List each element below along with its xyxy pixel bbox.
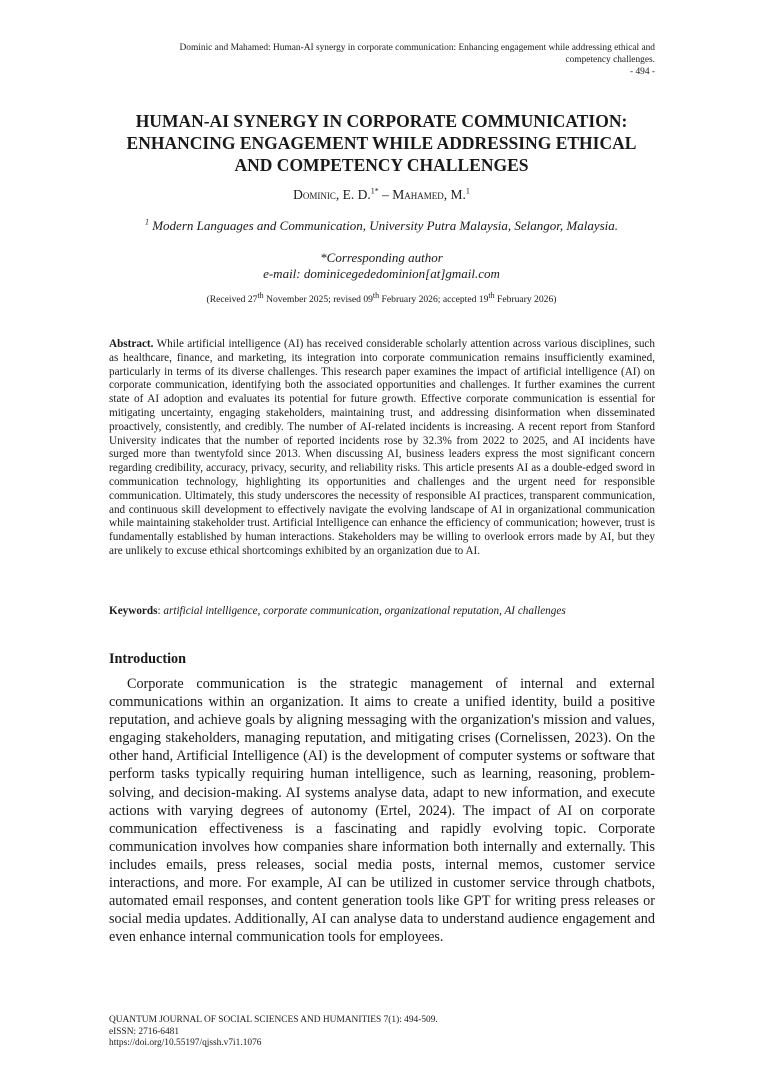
author-1-mark: 1* <box>370 186 379 196</box>
abstract-text: While artificial intelligence (AI) has received considerable scholarly attention across various disciplines, such as healthcare, finance, and marketing, its integration into corporate communication remains insufficiently examined, particularly in terms of its diverse challenges. This research paper examines the impact of artificial intelligence (AI) on corporate communication, identifying both the associated opportunities and challenges. It further examines the current state of AI adoption and evaluates its potential for future growth. Effective corporate communication is essential for mitigating uncertainty, engaging stakeholders, maintaining trust, and addressing disinformation when disseminated proactively, consistently, and credibly. The number of AI-related incidents is increasing. A recent report from Stanford University indicates that the number of reported incidents rose by 32.3% from 2022 to 2025, and AI incidents have surged more than twentyfold since 2013. When discussing AI, business leaders express the most significant concern regarding credibility, accuracy, privacy, security, and reliability risks. This article presents AI as a double-edged sword in communication technology, highlighting its opportunities and challenges and the urgent need for responsible communication. Ultimately, this study underscores the necessity of responsible AI practices, transparent communication, and continuous skill development to effectively navigate the evolving landscape of AI in organizational communication while maintaining stakeholder trust. Artificial Intelligence can enhance the efficiency of communication; however, trust is fundamentally established by human interactions. Stakeholders may be willing to overlook errors made by AI, but they are unlikely to excuse ethical shortcomings exhibited by an organization due to AI. <box>109 338 655 557</box>
abstract-label: Abstract. <box>109 338 154 350</box>
author-1: Dominic, E. D. <box>293 187 371 202</box>
abstract <box>109 338 655 559</box>
received-sup-3: th <box>488 290 495 300</box>
footer-journal: QUANTUM JOURNAL OF SOCIAL SCIENCES AND HUMANITIES 7(1): 494-509. <box>109 1015 438 1025</box>
keywords-text: artificial intelligence, corporate communication, organizational reputation, AI challenges <box>163 605 566 617</box>
affiliation-mark: 1 <box>144 217 149 227</box>
corresponding-author-label: *Corresponding author <box>320 250 443 265</box>
received-part-3: February 2026; accepted 19 <box>379 294 489 305</box>
page-footer <box>109 1015 609 1050</box>
title-line2: ENHANCING ENGAGEMENT WHILE ADDRESSING ETHICAL <box>126 133 637 153</box>
correspondence-block <box>0 250 763 282</box>
received-part-1: (Received 27 <box>206 294 258 305</box>
footer-doi: https://doi.org/10.55197/qjssh.v7i1.1076 <box>109 1038 262 1049</box>
keywords-colon: : <box>157 605 164 617</box>
author-separator: – <box>378 187 393 202</box>
received-dates <box>0 290 763 306</box>
received-part-4: February 2026) <box>494 294 557 305</box>
introduction-paragraph: Corporate communication is the strategic management of internal and external communications within an organization. It aims to create a unified identity, build a positive reputation, and achieve goals by aligning messaging with the organization's mission and values, engaging stakeholders, managing reputation, and mitigating crises (Cornelissen, 2023). On the other hand, Artificial Intelligence (AI) is the development of computer systems or software that perform tasks typically requiring human intelligence, such as learning, reasoning, problem-solving, and decision-making. AI systems analyse data, adapt to new information, and execute actions with varying degrees of autonomy (Ertel, 2024). The impact of AI on corporate communication effectiveness is a fascinating and rapidly evolving topic. Corporate communication involves how companies share information both internally and externally. This includes emails, press releases, social media posts, internal memos, customer service interactions, and more. For example, AI can be utilized in customer service through chatbots, automated email responses, and content generation tools like GPT for writing press releases or social media updates. Additionally, AI can analyse data to understand audience engagement and even enhance internal communication tools for employees. <box>109 676 655 946</box>
corresponding-email: e-mail: dominicegededominion[at]gmail.com <box>263 266 500 281</box>
running-head-line2: competency challenges. <box>565 55 655 65</box>
author-list <box>0 187 763 203</box>
running-head-line1: Dominic and Mahamed: Human-AI synergy in corporate communication: Enhancing engagement while addressing ethical and <box>179 43 655 53</box>
author-2: Mahamed, M. <box>392 187 466 202</box>
title-line1: HUMAN-AI SYNERGY IN CORPORATE COMMUNICATION: <box>135 111 628 131</box>
author-2-mark: 1 <box>465 186 470 196</box>
affiliation <box>0 218 763 234</box>
footer-issn: eISSN: 2716-6481 <box>109 1026 180 1037</box>
running-head <box>95 42 655 78</box>
paper-title <box>90 110 673 176</box>
page-number: - 494 - <box>630 67 655 77</box>
received-sup-1: th <box>257 290 264 300</box>
received-sup-2: th <box>372 290 380 300</box>
keywords <box>109 605 655 619</box>
introduction-heading: Introduction <box>109 651 186 667</box>
keywords-label: Keywords <box>109 605 158 617</box>
affiliation-text: Modern Languages and Communication, University Putra Malaysia, Selangor, Malaysia. <box>148 218 619 233</box>
received-part-2: November 2025; revised 09 <box>263 294 373 305</box>
title-line3: AND COMPETENCY CHALLENGES <box>234 155 529 175</box>
